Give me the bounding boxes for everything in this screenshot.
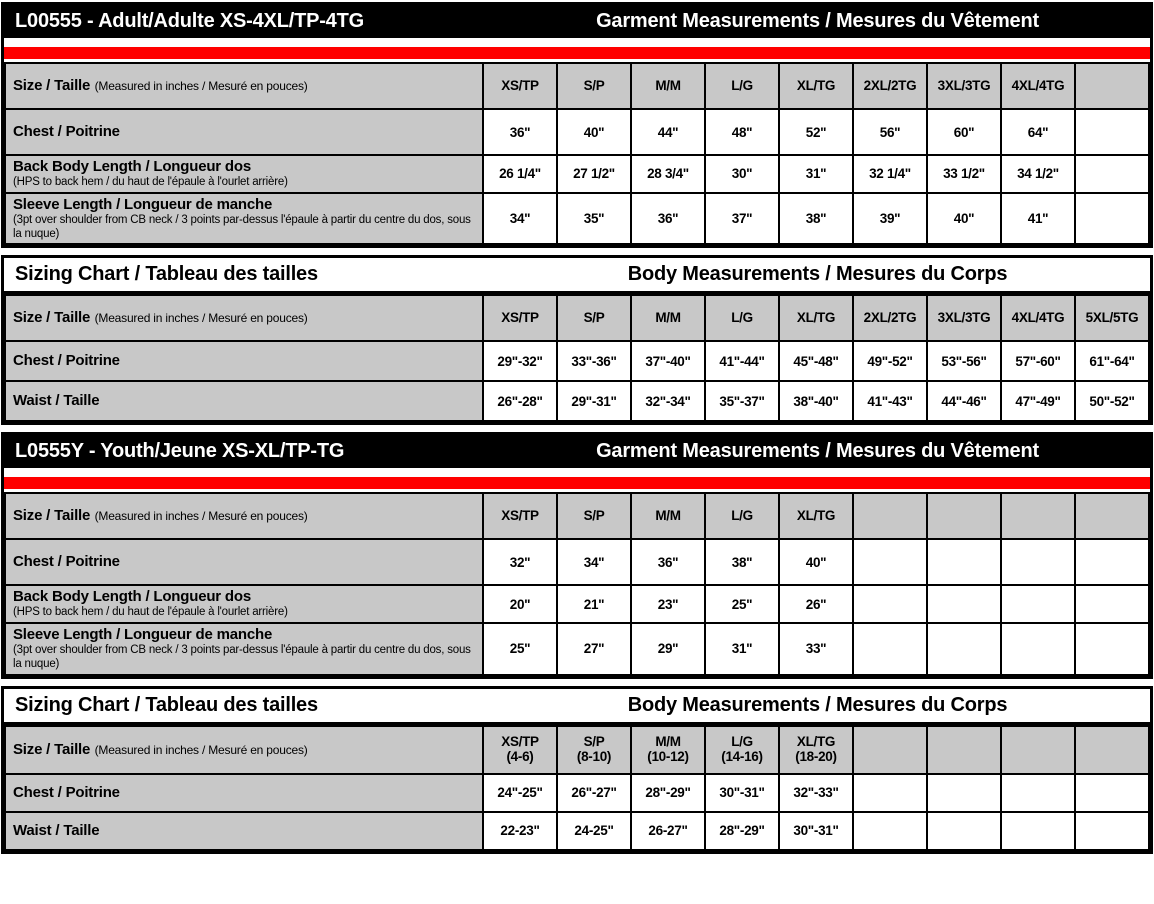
value-cell: 50"-52" [1075,381,1149,421]
column-label: XS/TP [501,310,539,326]
value-cell: 56" [853,109,927,155]
size-table [4,294,1150,422]
value-cell: 24-25" [557,812,631,850]
value-cell [1001,812,1075,850]
measurement-row [5,812,1149,850]
value-cell: 61"-64" [1075,341,1149,381]
size-column-header [1075,295,1149,341]
value-cell: 26-27" [631,812,705,850]
value-cell: 37" [705,193,779,245]
size-table [4,492,1150,675]
value-cell: 57"-60" [1001,341,1075,381]
column-label: XS/TP [501,77,539,93]
column-label: M/M [655,734,681,750]
measurement-note: (3pt over shoulder from CB neck / 3 points par-dessus l'épaule à partir du centre du dos, sous la nuque) [13,644,471,670]
size-column-header [631,493,705,539]
value-cell [927,623,1001,675]
value-cell: 29"-31" [557,381,631,421]
size-column-header [1001,63,1075,109]
measurement-row [5,155,1149,193]
section-heading-right: Body Measurements / Mesures du Corps [627,693,1008,716]
value-cell: 27 1/2" [557,155,631,193]
size-column-header [853,493,927,539]
value-cell: 24"-25" [483,774,557,812]
value-cell [853,539,927,585]
size-column-header [705,295,779,341]
size-column-header [1001,726,1075,774]
value-cell [1001,539,1075,585]
size-header-row [5,295,1149,341]
value-cell [853,623,927,675]
measurement-note: (3pt over shoulder from CB neck / 3 points par-dessus l'épaule à partir du centre du dos, sous la nuque) [13,213,471,240]
size-column-header [557,63,631,109]
measurement-label: Sleeve Length / Longueur de manche [13,626,273,644]
section-title-right: Garment Measurements / Mesures du Vêtement [596,440,1039,463]
column-label: 3XL/3TG [937,310,991,326]
size-column-header [631,63,705,109]
value-cell [1075,623,1149,675]
size-column-header [1075,493,1149,539]
size-column-header [779,63,853,109]
value-cell: 36" [631,193,705,245]
value-cell: 40" [557,109,631,155]
garment-measurements-section [1,432,1153,678]
value-cell: 32" [483,539,557,585]
measurement-label-cell [5,341,483,381]
value-cell: 35"-37" [705,381,779,421]
value-cell: 30"-31" [705,774,779,812]
value-cell: 34 1/2" [1001,155,1075,193]
size-label-cell [5,63,483,109]
value-cell: 49"-52" [853,341,927,381]
value-cell: 41"-44" [705,341,779,381]
size-column-header [705,63,779,109]
size-column-header [779,295,853,341]
size-measure-note: (Measured in inches / Mesuré en pouces) [94,79,308,93]
measurement-row [5,774,1149,812]
column-label: XS/TP [501,734,539,750]
size-column-header [779,493,853,539]
size-label-cell [5,726,483,774]
value-cell: 34" [557,539,631,585]
value-cell: 33"-36" [557,341,631,381]
column-sublabel: (14-16) [721,749,763,765]
column-sublabel: (10-12) [647,749,689,765]
value-cell: 47"-49" [1001,381,1075,421]
value-cell: 25" [705,585,779,623]
value-cell: 28"-29" [631,774,705,812]
size-header-row [5,493,1149,539]
value-cell: 38" [779,193,853,245]
value-cell: 41" [1001,193,1075,245]
value-cell: 32"-34" [631,381,705,421]
value-cell [1075,109,1149,155]
section-title-bar [4,435,1150,468]
measurement-row [5,109,1149,155]
measurement-label-cell [5,585,483,623]
size-column-header [927,493,1001,539]
size-column-header [853,63,927,109]
value-cell: 40" [779,539,853,585]
value-cell [927,585,1001,623]
column-label: XL/TG [796,310,836,326]
size-column-header [483,726,557,774]
measurement-label-cell [5,155,483,193]
value-cell: 32"-33" [779,774,853,812]
value-cell: 30"-31" [779,812,853,850]
section-title-bar [4,5,1150,38]
column-label: XL/TG [796,508,836,524]
size-measure-note: (Measured in inches / Mesuré en pouces) [94,509,308,524]
value-cell: 39" [853,193,927,245]
value-cell: 48" [705,109,779,155]
value-cell: 26 1/4" [483,155,557,193]
value-cell: 25" [483,623,557,675]
column-label: 2XL/2TG [863,77,917,93]
value-cell [1001,623,1075,675]
value-cell: 31" [705,623,779,675]
measurement-label-cell [5,812,483,850]
value-cell [1075,193,1149,245]
column-label: XL/TG [796,77,836,93]
measurement-row [5,623,1149,675]
size-column-header [705,493,779,539]
value-cell: 20" [483,585,557,623]
size-label: Size / Taille [13,77,91,94]
column-label: L/G [731,310,753,326]
value-cell [927,774,1001,812]
value-cell: 36" [483,109,557,155]
measurement-label: Back Body Length / Longueur dos [13,588,251,606]
size-table [4,62,1150,245]
column-label: S/P [583,310,605,326]
value-cell: 29" [631,623,705,675]
column-label: XL/TG [796,734,836,750]
column-label: 4XL/4TG [1011,77,1065,93]
value-cell: 35" [557,193,631,245]
size-table [4,725,1150,851]
size-label: Size / Taille [13,507,91,525]
value-cell: 23" [631,585,705,623]
measurement-note: (HPS to back hem / du haut de l'épaule à l'ourlet arrière) [13,176,288,188]
value-cell: 32 1/4" [853,155,927,193]
size-column-header [927,726,1001,774]
size-column-header [853,726,927,774]
column-label: L/G [731,734,753,750]
size-measure-note: (Measured in inches / Mesuré en pouces) [94,311,308,326]
value-cell: 21" [557,585,631,623]
measurement-label-cell [5,193,483,245]
size-measure-note: (Measured in inches / Mesuré en pouces) [94,742,308,757]
measurement-label: Chest / Poitrine [13,553,120,571]
value-cell [1075,812,1149,850]
size-column-header [557,295,631,341]
section-heading-right: Body Measurements / Mesures du Corps [627,263,1008,286]
size-label-cell [5,295,483,341]
value-cell: 44"-46" [927,381,1001,421]
value-cell [927,539,1001,585]
section-title-left: L0555Y - Youth/Jeune XS-XL/TP-TG [15,440,345,463]
value-cell: 40" [927,193,1001,245]
column-label: 5XL/5TG [1085,310,1139,326]
measurement-label-cell [5,623,483,675]
column-sublabel: (8-10) [576,749,612,765]
size-column-header [483,63,557,109]
size-header-row [5,63,1149,109]
value-cell: 38"-40" [779,381,853,421]
column-label: L/G [731,77,753,93]
measurement-label: Waist / Taille [13,821,100,839]
red-stripe [4,47,1150,59]
value-cell: 28"-29" [705,812,779,850]
measurement-note: (HPS to back hem / du haut de l'épaule à l'ourlet arrière) [13,606,288,619]
measurement-label: Chest / Poitrine [13,123,120,140]
value-cell: 31" [779,155,853,193]
value-cell: 33" [779,623,853,675]
measurement-row [5,193,1149,245]
size-column-header [779,726,853,774]
value-cell [1001,774,1075,812]
section-title-right: Garment Measurements / Mesures du Vêtement [596,10,1039,32]
value-cell: 26" [779,585,853,623]
measurement-row [5,539,1149,585]
title-gap [4,38,1150,47]
size-column-header [927,63,1001,109]
value-cell: 36" [631,539,705,585]
value-cell: 26"-28" [483,381,557,421]
section-title-left: L00555 - Adult/Adulte XS-4XL/TP-4TG [15,10,364,32]
value-cell: 37"-40" [631,341,705,381]
column-label: 3XL/3TG [937,77,991,93]
section-heading-left: Sizing Chart / Tableau des tailles [15,693,318,716]
column-sublabel: (4-6) [506,749,534,765]
size-column-header [705,726,779,774]
size-column-header [1001,295,1075,341]
column-label: M/M [655,310,681,326]
value-cell [853,812,927,850]
section-heading-left: Sizing Chart / Tableau des tailles [15,263,318,286]
size-column-header [853,295,927,341]
section-heading-bar [4,258,1150,294]
value-cell: 38" [705,539,779,585]
column-label: 2XL/2TG [863,310,917,326]
garment-measurements-section [1,2,1153,248]
size-column-header [557,726,631,774]
value-cell: 64" [1001,109,1075,155]
size-column-header [927,295,1001,341]
body-measurements-section [1,255,1153,425]
measurement-label-cell [5,381,483,421]
size-column-header [1075,63,1149,109]
measurement-label-cell [5,539,483,585]
red-stripe [4,477,1150,489]
measurement-label: Waist / Taille [13,392,100,410]
value-cell [1075,774,1149,812]
column-label: L/G [731,508,753,524]
value-cell: 34" [483,193,557,245]
size-header-row [5,726,1149,774]
value-cell: 44" [631,109,705,155]
size-column-header [483,493,557,539]
value-cell: 45"-48" [779,341,853,381]
value-cell [1001,585,1075,623]
value-cell: 26"-27" [557,774,631,812]
value-cell: 41"-43" [853,381,927,421]
size-column-header [1075,726,1149,774]
value-cell [1075,539,1149,585]
column-label: S/P [583,734,605,750]
measurement-row [5,381,1149,421]
value-cell [1075,585,1149,623]
value-cell: 52" [779,109,853,155]
size-label: Size / Taille [13,740,91,758]
size-column-header [631,295,705,341]
title-gap [4,468,1150,477]
measurement-label-cell [5,774,483,812]
value-cell: 22-23" [483,812,557,850]
value-cell [853,585,927,623]
size-label: Size / Taille [13,309,91,327]
value-cell: 33 1/2" [927,155,1001,193]
value-cell: 29"-32" [483,341,557,381]
measurement-label: Chest / Poitrine [13,783,120,801]
measurement-label-cell [5,109,483,155]
value-cell: 28 3/4" [631,155,705,193]
column-label: S/P [583,77,605,93]
value-cell: 30" [705,155,779,193]
section-heading-bar [4,689,1150,725]
size-column-header [483,295,557,341]
measurement-label: Chest / Poitrine [13,352,120,370]
size-column-header [631,726,705,774]
column-label: 4XL/4TG [1011,310,1065,326]
value-cell [853,774,927,812]
column-label: M/M [655,77,681,93]
value-cell [1075,155,1149,193]
measurement-row [5,585,1149,623]
value-cell: 27" [557,623,631,675]
column-label: M/M [655,508,681,524]
measurement-row [5,341,1149,381]
value-cell: 53"-56" [927,341,1001,381]
size-column-header [557,493,631,539]
measurement-label: Back Body Length / Longueur dos [13,158,251,175]
column-label: XS/TP [501,508,539,524]
value-cell: 60" [927,109,1001,155]
value-cell [927,812,1001,850]
body-measurements-section [1,686,1153,854]
column-sublabel: (18-20) [795,749,837,765]
size-label-cell [5,493,483,539]
size-column-header [1001,493,1075,539]
measurement-label: Sleeve Length / Longueur de manche [13,195,273,213]
column-label: S/P [583,508,605,524]
